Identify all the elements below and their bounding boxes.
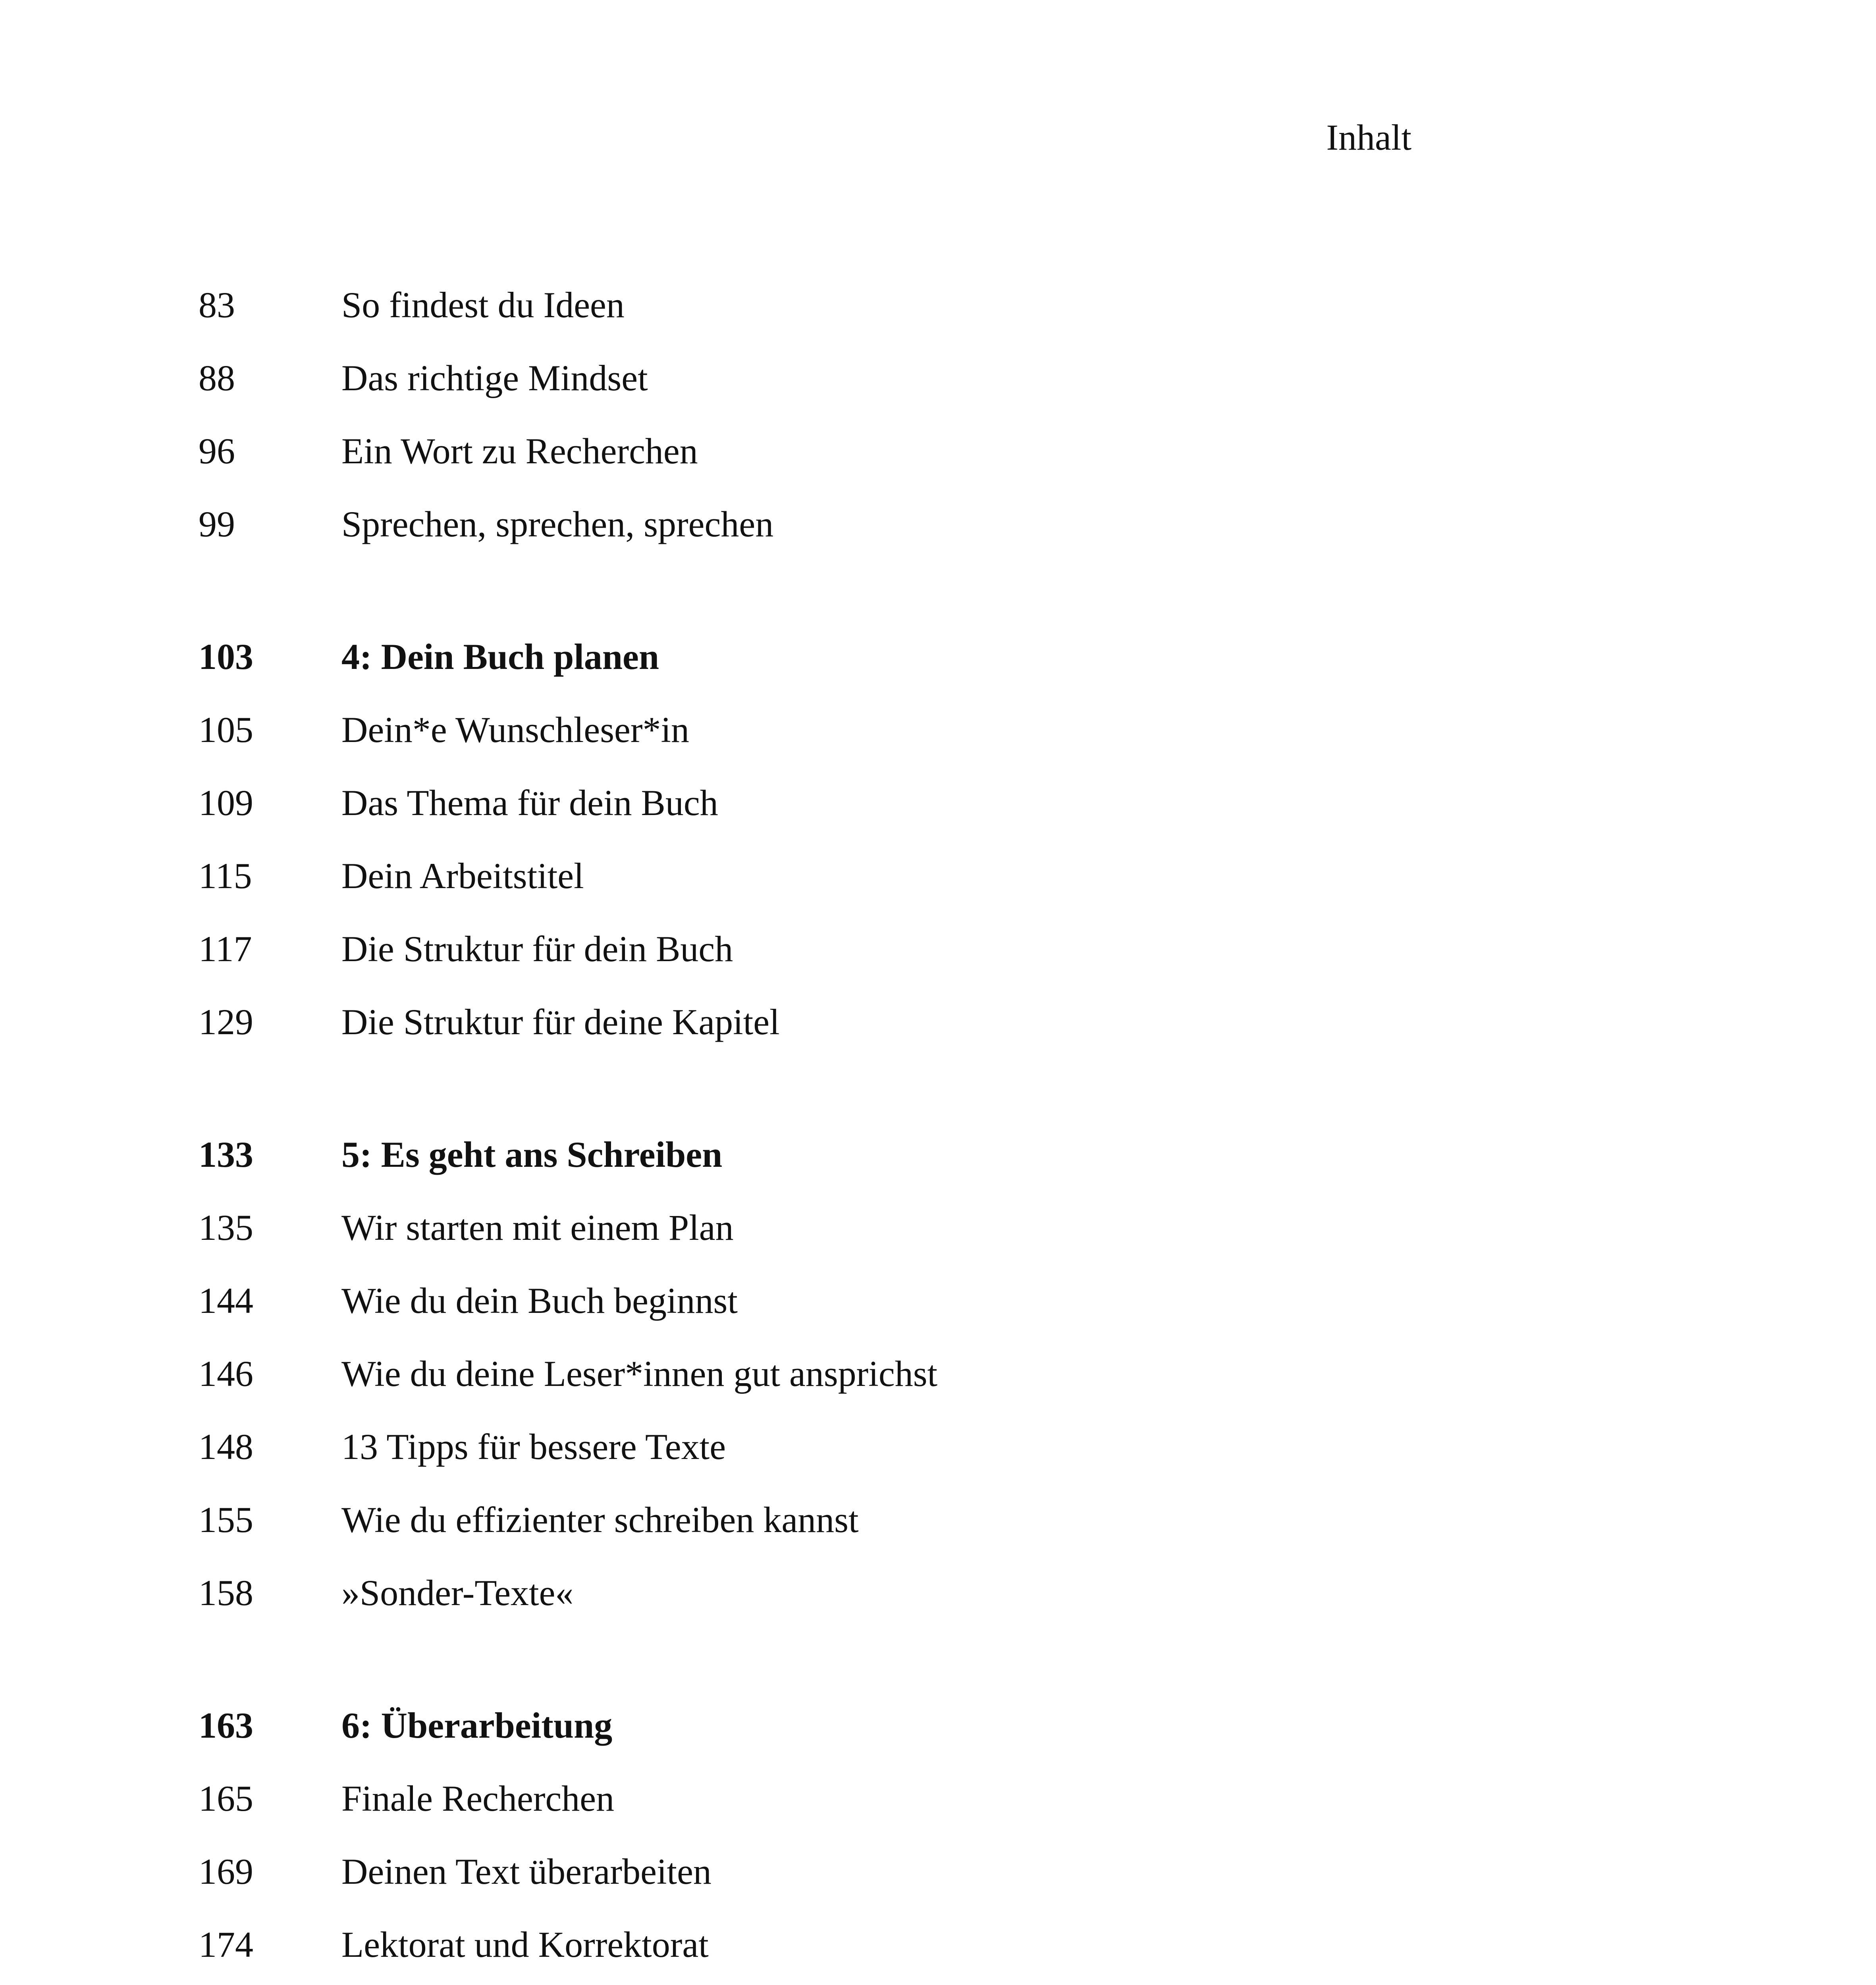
- toc-entry-title: Die Struktur für deine Kapitel: [341, 1002, 780, 1042]
- toc-page-number: 96: [199, 431, 235, 471]
- toc-chapter-heading: [199, 1136, 1469, 1209]
- toc-entry-title: »Sonder-Texte«: [341, 1573, 574, 1613]
- toc-page-number: 129: [199, 1002, 253, 1042]
- toc-page-number: 117: [199, 929, 252, 969]
- toc-entry: [199, 360, 1469, 433]
- toc-entry: [199, 1780, 1469, 1853]
- toc-entry-title: Dein*e Wunschleser*in: [341, 709, 690, 750]
- toc-entry: [199, 1575, 1469, 1648]
- toc-section: [199, 638, 1469, 1077]
- toc-entry-title: Dein Arbeitstitel: [341, 856, 584, 896]
- toc-page-number: 133: [199, 1134, 253, 1175]
- toc-entry-title: Lektorat und Korrektorat: [341, 1924, 709, 1965]
- toc-page-number: 146: [199, 1353, 253, 1394]
- toc-entry-title: Das richtige Mindset: [341, 358, 648, 398]
- toc-entry: [199, 858, 1469, 931]
- toc-entry: [199, 1209, 1469, 1282]
- toc-page-number: 88: [199, 358, 235, 398]
- toc-entry: [199, 1853, 1469, 1926]
- toc-page-number: 155: [199, 1499, 253, 1540]
- toc-page-number: 109: [199, 782, 253, 823]
- toc-entry-title: Wie du deine Leser*innen gut ansprichst: [341, 1353, 938, 1394]
- toc-page-number: 144: [199, 1280, 253, 1321]
- toc-entry-title: 5: Es geht ans Schreiben: [341, 1134, 723, 1175]
- toc-entry: [199, 1501, 1469, 1575]
- toc-entry: [199, 1004, 1469, 1077]
- toc-entry-title: Finale Recherchen: [341, 1778, 615, 1819]
- toc-entry-title: Sprechen, sprechen, sprechen: [341, 504, 774, 544]
- toc-entry: [199, 287, 1469, 360]
- toc-page-number: 105: [199, 709, 253, 750]
- toc-entry-title: Wir starten mit einem Plan: [341, 1207, 734, 1248]
- toc-entry: [199, 1428, 1469, 1501]
- toc-entry: [199, 931, 1469, 1004]
- running-header: Inhalt: [1326, 117, 1411, 158]
- toc-entry: [199, 1282, 1469, 1355]
- toc-page-number: 174: [199, 1924, 253, 1965]
- toc-page-number: 99: [199, 504, 235, 544]
- toc-page-number: 163: [199, 1705, 253, 1746]
- toc-entry: [199, 506, 1469, 579]
- toc-page-number: 135: [199, 1207, 253, 1248]
- toc-section: [199, 287, 1469, 579]
- toc-entry-title: 4: Dein Buch planen: [341, 636, 659, 677]
- toc-entry-title: 6: Überarbeitung: [341, 1705, 613, 1746]
- toc-entry-title: Ein Wort zu Recherchen: [341, 431, 698, 471]
- toc-entry-title: Die Struktur für dein Buch: [341, 929, 733, 969]
- toc-entry: [199, 784, 1469, 858]
- toc-page-number: 158: [199, 1573, 253, 1613]
- toc-entry-title: Wie du effizienter schreiben kannst: [341, 1499, 859, 1540]
- toc-entry-title: So findest du Ideen: [341, 285, 625, 325]
- toc-chapter-heading: [199, 638, 1469, 711]
- toc-page-number: 83: [199, 285, 235, 325]
- toc-page-number: 148: [199, 1426, 253, 1467]
- toc-page-number: 165: [199, 1778, 253, 1819]
- toc-page-number: 115: [199, 856, 252, 896]
- toc-entry: [199, 1926, 1469, 1985]
- table-of-contents: [199, 287, 1469, 1985]
- toc-page-number: 103: [199, 636, 253, 677]
- toc-section: [199, 1136, 1469, 1648]
- toc-entry: [199, 711, 1469, 784]
- toc-entry-title: 13 Tipps für bessere Texte: [341, 1426, 726, 1467]
- toc-entry: [199, 1355, 1469, 1428]
- toc-entry-title: Deinen Text überarbeiten: [341, 1851, 711, 1892]
- toc-entry-title: Wie du dein Buch beginnst: [341, 1280, 738, 1321]
- toc-entry-title: Das Thema für dein Buch: [341, 782, 718, 823]
- toc-page-number: 169: [199, 1851, 253, 1892]
- toc-section: [199, 1707, 1469, 1985]
- toc-entry: [199, 433, 1469, 506]
- toc-chapter-heading: [199, 1707, 1469, 1780]
